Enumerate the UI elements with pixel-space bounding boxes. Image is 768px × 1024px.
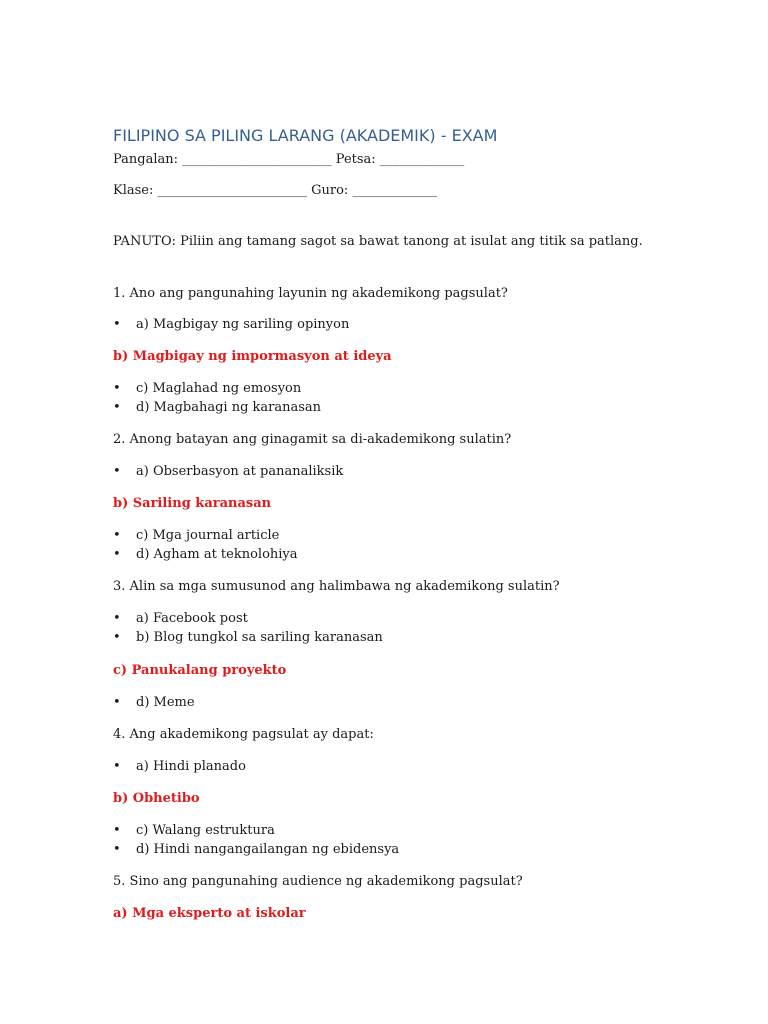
option-label: d) Agham at teknolohiya [136, 547, 298, 562]
question-1: 1. Ano ang pangunahing layunin ng akademikong pagsulat? [113, 286, 508, 301]
bullet-icon: • [113, 381, 121, 396]
option-label: d) Magbahagi ng karanasan [136, 400, 322, 415]
option-label: c) Maglahad ng emosyon [136, 381, 302, 396]
name-date-field: Pangalan: _______________________ Petsa: _____________ [113, 152, 465, 167]
class-teacher-field: Klase: _______________________ Guro: _____________ [113, 183, 437, 198]
question-5-correct-answer: a) Mga eksperto at iskolar [113, 906, 306, 921]
bullet-icon: • [113, 400, 121, 415]
option-label: a) Obserbasyon at pananaliksik [136, 464, 344, 479]
bullet-icon: • [113, 317, 121, 332]
bullet-icon: • [113, 547, 121, 562]
question-4-correct-answer: b) Obhetibo [113, 791, 200, 806]
bullet-icon: • [113, 759, 121, 774]
question-3-correct-answer: c) Panukalang proyekto [113, 663, 287, 678]
question-4: 4. Ang akademikong pagsulat ay dapat: [113, 727, 374, 742]
option-label: d) Meme [136, 695, 195, 710]
option-label: c) Walang estruktura [136, 823, 275, 838]
bullet-icon: • [113, 842, 121, 857]
question-1-correct-answer: b) Magbigay ng impormasyon at ideya [113, 349, 392, 364]
bullet-icon: • [113, 823, 121, 838]
bullet-icon: • [113, 464, 121, 479]
option-label: a) Magbigay ng sariling opinyon [136, 317, 350, 332]
question-2: 2. Anong batayan ang ginagamit sa di-akademikong sulatin? [113, 432, 512, 447]
option-label: d) Hindi nangangailangan ng ebidensya [136, 842, 400, 857]
option-label: a) Hindi planado [136, 759, 246, 774]
option-label: b) Blog tungkol sa sariling karanasan [136, 630, 383, 645]
question-5: 5. Sino ang pangunahing audience ng akademikong pagsulat? [113, 874, 523, 889]
option-label: c) Mga journal article [136, 528, 280, 543]
document-title: FILIPINO SA PILING LARANG (AKADEMIK) - EXAM [113, 126, 498, 145]
question-3: 3. Alin sa mga sumusunod ang halimbawa ng akademikong sulatin? [113, 579, 560, 594]
bullet-icon: • [113, 695, 121, 710]
instructions: PANUTO: Piliin ang tamang sagot sa bawat tanong at isulat ang titik sa patlang. [113, 234, 643, 249]
bullet-icon: • [113, 611, 121, 626]
question-2-correct-answer: b) Sariling karanasan [113, 496, 272, 511]
bullet-icon: • [113, 630, 121, 645]
option-label: a) Facebook post [136, 611, 248, 626]
bullet-icon: • [113, 528, 121, 543]
